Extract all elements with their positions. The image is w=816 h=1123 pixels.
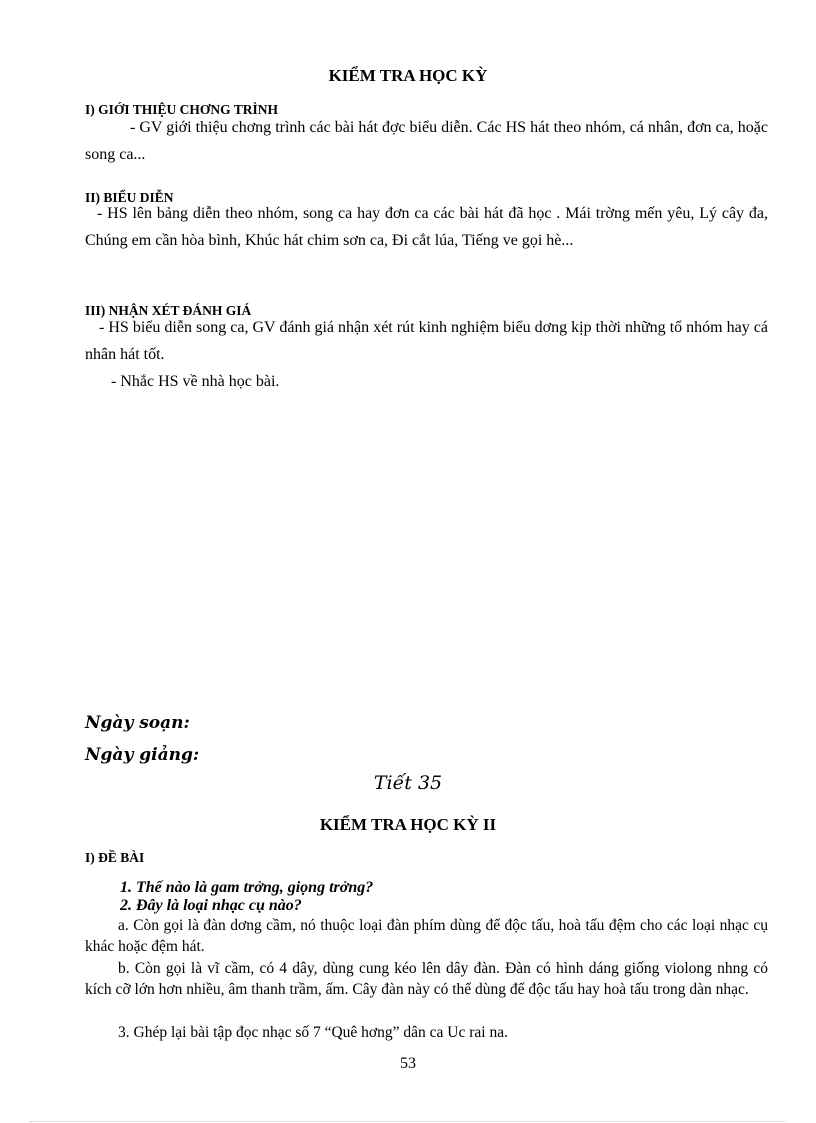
heading-performance: II) BIỂU DIỄN: [85, 190, 174, 205]
paragraph-performance: - HS lên bảng diễn theo nhóm, song ca hay đơn ca các bài hát đã học . Mái trờng mến yêu, Lý cây đa, Chúng em cần hòa bình, Khúc hát chim sơn ca, Đi cắt lúa, Tiếng ve gọi hè...: [85, 205, 768, 249]
footer-rule: [30, 1121, 786, 1122]
answer-b: b. Còn gọi là vĩ cầm, có 4 dây, dùng cung kéo lên dây đàn. Đàn có hình dáng giống violong nhng có kích cỡ lớn hơn nhiều, âm thanh trầm, ấm. Cây đàn này có thể dùng để độc tấu hay hoà tấu trong dàn nhạc.: [85, 960, 768, 998]
paragraph-introduction: - GV giới thiệu chơng trình các bài hát đợc biểu diễn. Các HS hát theo nhóm, cá nhân, đơn ca, hoặc song ca...: [85, 119, 768, 163]
date-taught-label: Ngày giảng:: [85, 745, 200, 765]
paragraph-evaluation: - HS biểu diễn song ca, GV đánh giá nhận xét rút kinh nghiệm biểu dơng kịp thời những tổ nhóm hay cá nhân hát tốt.: [85, 319, 768, 363]
page-number: 53: [400, 1055, 416, 1072]
date-prepared-label: Ngày soạn:: [85, 713, 190, 733]
section-title: KIỂM TRA HỌC KỲ: [328, 66, 488, 85]
question-2: 2. Đây là loại nhạc cụ nào?: [120, 897, 302, 914]
heading-questions: I) ĐỀ BÀI: [85, 850, 145, 865]
exam-title: KIỂM TRA HỌC KỲ II: [319, 815, 497, 834]
lesson-number: Tiết 35: [373, 772, 443, 794]
paragraph-homework: - Nhắc HS về nhà học bài.: [111, 373, 280, 390]
heading-introduction: I) GIỚI THIỆU CHƠNG TRÌNH: [85, 102, 279, 117]
question-1: 1. Thế nào là gam trởng, giọng trởng?: [120, 879, 374, 896]
heading-evaluation: III) NHẬN XÉT ĐÁNH GIÁ: [85, 303, 252, 318]
answer-a: a. Còn gọi là đàn dơng cầm, nó thuộc loại đàn phím dùng để độc tấu, hoà tấu đệm cho các loại nhạc cụ khác hoặc đệm hát.: [85, 917, 768, 955]
question-3: 3. Ghép lại bài tập đọc nhạc số 7 “Quê hơng” dân ca Uc rai na.: [118, 1024, 508, 1041]
